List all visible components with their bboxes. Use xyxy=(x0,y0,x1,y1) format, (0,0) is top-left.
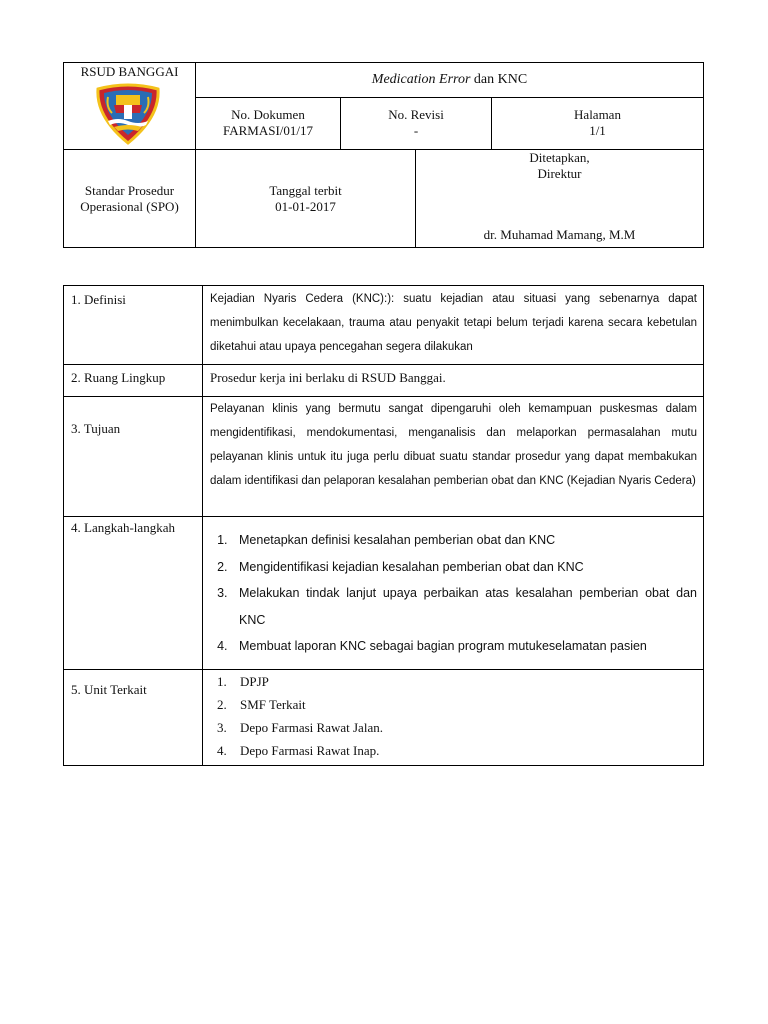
table-row xyxy=(64,286,704,365)
list-text: SMF Terkait xyxy=(240,697,306,712)
issue-date-value: 01-01-2017 xyxy=(275,199,336,214)
doc-number-cell xyxy=(196,107,340,139)
rsud-banggai-logo-icon xyxy=(94,83,162,145)
director-name: dr. Muhamad Mamang, M.M xyxy=(483,227,636,242)
header-divider xyxy=(195,63,196,247)
list-number: 2. xyxy=(217,697,227,712)
procedure-table xyxy=(63,285,704,766)
approved-role: Direktur xyxy=(537,166,582,181)
list-item: 2. Mengidentifikasi kejadian kesalahan pemberian obat dan KNC xyxy=(231,554,697,581)
header-divider xyxy=(195,97,703,98)
table-row xyxy=(64,397,704,517)
list-text: Depo Farmasi Rawat Inap. xyxy=(240,743,380,758)
section-label: 3. Tujuan xyxy=(64,397,203,517)
list-text: DPJP xyxy=(240,674,269,689)
page-label: Halaman xyxy=(574,107,621,122)
section-label: 1. Definisi xyxy=(64,286,203,365)
table-row xyxy=(64,517,704,670)
definition-text: Kejadian Nyaris Cedera (KNC):): suatu kejadian atau situasi yang sebenarnya dapat menimbulkan kecelakaan, trauma atau penyakit tetapi belum terjadi karena secara kebetulan diketahui atau upaya pencegahan segera dilakukan xyxy=(203,286,704,365)
list-item xyxy=(217,693,697,716)
issue-date-cell xyxy=(196,183,415,215)
steps-cell xyxy=(203,517,704,670)
list-item xyxy=(217,739,697,762)
page-value: 1/1 xyxy=(589,123,606,138)
list-number: 4. xyxy=(217,743,227,758)
units-list xyxy=(210,670,697,762)
doc-number-label: No. Dokumen xyxy=(231,107,305,122)
revision-label: No. Revisi xyxy=(388,107,444,122)
document-header xyxy=(63,62,704,248)
list-item: 4. Membuat laporan KNC sebagai bagian program mutukeselamatan pasien xyxy=(231,633,697,660)
issue-date-label: Tanggal terbit xyxy=(269,183,342,198)
scope-text: Prosedur kerja ini berlaku di RSUD Banggai. xyxy=(203,365,704,397)
document-title xyxy=(196,72,703,88)
table-row xyxy=(64,365,704,397)
purpose-text: Pelayanan klinis yang bermutu sangat dipengaruhi oleh kemampuan puskesmas dalam mengidentifikasi, mendokumentasi, menganalisis dan melaporkan permasalahan mutu pelayanan klinis untuk itu juga perlu dibuat suatu standar prosedur yang dapat membakukan dalam identifikasi dan pelaporan kesalahan pemberian obat dan KNC (Kejadian Nyaris Cedera) xyxy=(203,397,704,517)
approved-label: Ditetapkan, xyxy=(529,150,590,165)
list-number: 3. xyxy=(217,720,227,735)
revision-value: - xyxy=(413,123,419,138)
table-row xyxy=(64,670,704,766)
page-cell xyxy=(492,107,703,139)
title-italic: Medication Error xyxy=(371,72,471,87)
units-cell xyxy=(203,670,704,766)
section-label: 2. Ruang Lingkup xyxy=(64,365,203,397)
title-rest: dan KNC xyxy=(470,72,528,87)
spo-label xyxy=(64,183,195,215)
list-item xyxy=(217,716,697,739)
list-number: 1. xyxy=(217,674,227,689)
section-label: 5. Unit Terkait xyxy=(64,670,203,766)
approval-cell xyxy=(416,150,703,182)
list-item: 1. Menetapkan definisi kesalahan pemberian obat dan KNC xyxy=(231,527,697,554)
steps-list xyxy=(203,527,697,660)
spo-line-1: Standar Prosedur xyxy=(84,183,175,198)
revision-cell xyxy=(341,107,491,139)
section-label: 4. Langkah-langkah xyxy=(64,517,203,670)
hospital-name: RSUD BANGGAI xyxy=(80,64,179,79)
list-item: 3. Melakukan tindak lanjut upaya perbaikan atas kesalahan pemberian obat dan KNC xyxy=(231,580,697,633)
spo-line-2: Operasional (SPO) xyxy=(80,199,179,214)
list-text: Depo Farmasi Rawat Jalan. xyxy=(240,720,383,735)
list-item xyxy=(217,670,697,693)
doc-number-value: FARMASI/01/17 xyxy=(222,123,314,138)
